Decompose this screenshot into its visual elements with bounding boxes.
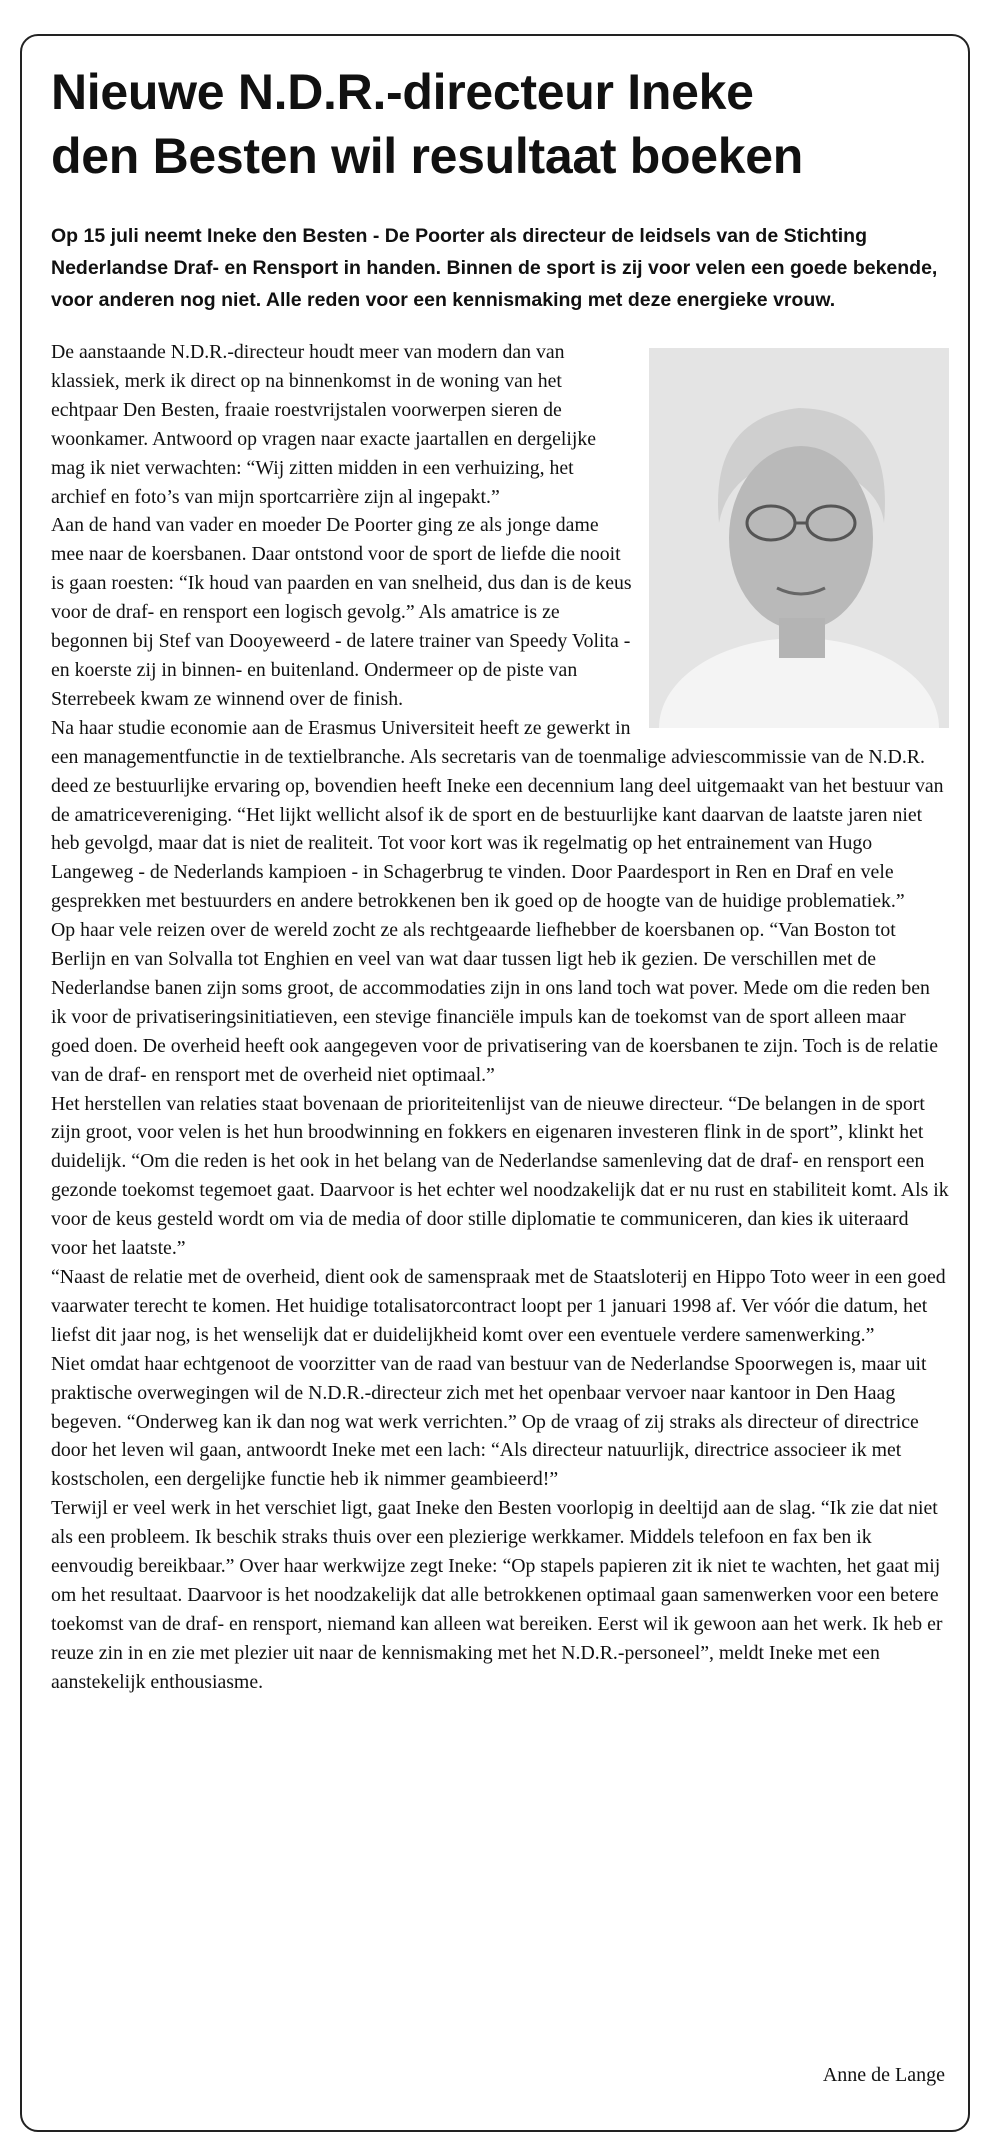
headline-line-1: Nieuwe N.D.R.-directeur Ineke: [51, 64, 754, 120]
lead-paragraph: Op 15 juli neemt Ineke den Besten - De Poorter als directeur de leidsels van de Stichting Nederlandse Draf- en Rensport in handen. Binnen de sport is zij voor velen een goede bekende, voor anderen nog niet. Alle reden voor een kennismaking met deze energieke vrouw.: [51, 225, 938, 311]
portrait-illustration: [649, 348, 949, 728]
headline: [51, 60, 951, 188]
article-body: [51, 338, 949, 1697]
body-paragraph-5: Het herstellen van relaties staat bovenaan de prioriteitenlijst van de nieuwe directeur. “De belangen in de sport zijn groot, voor velen is het hun broodwinning en fokkers en eigenaren investeren flink in de sport”, klinkt het duidelijk. “Om die reden is het ook in het belang van de Nederlandse samenleving dat de draf- en rensport een gezonde toekomst tegemoet gaat. Daarvoor is het echter wel noodzakelijk dat er nu rust en stabiliteit komt. Als ik voor de keus gesteld wordt om via de media of door stille diplomatie te communiceren, dan kies ik uiteraard voor het laatste.”: [51, 1092, 949, 1260]
portrait-photo: [649, 348, 949, 728]
body-paragraph-1: De aanstaande N.D.R.-directeur houdt meer van modern dan van klassiek, merk ik direct op na binnenkomst in de woning van het echtpaar Den Besten, fraaie roestvrijstalen voorwerpen sieren de woonkamer. Antwoord op vragen naar exacte jaartallen en dergelijke mag ik niet verwachten: “Wij zitten midden in een verhuizing, het archief en foto’s van mijn sportcarrière zijn al ingepakt.”: [51, 341, 597, 508]
body-paragraph-6: “Naast de relatie met de overheid, dient ook de samenspraak met de Staatsloterij en Hippo Toto weer in een goed vaarwater terecht te komen. Het huidige totalisatorcontract loopt per 1 januari 1998 af. Ver vóór die datum, het liefst dit jaar nog, is het wenselijk dat er duidelijkheid komt over een eventuele verdere samenwerking.”: [51, 1266, 946, 1346]
body-paragraph-3: Na haar studie economie aan de Erasmus Universiteit heeft ze gewerkt in een managementfunctie in de textielbranche. Als secretaris van de toenmalige adviescommissie van de N.D.R. deed ze bestuurlijke ervaring op, bovendien heeft Ineke een decennium lang deel uitgemaakt van het bestuur van de amatricevereniging. “Het lijkt wellicht alsof ik de sport en de bestuurlijke kant daarvan de laatste jaren niet heb gevolgd, maar dat is niet de realiteit. Tot voor kort was ik regelmatig op het entrainement van Hugo Langeweg - de Nederlands kampioen - in Schagerbrug te vinden. Door Paardesport in Ren en Draf en vele gesprekken met bestuurders en andere betrokkenen ben ik goed op de hoogte van de huidige problematiek.”: [51, 716, 944, 913]
author-signature: Anne de Lange: [822, 2064, 945, 2086]
body-paragraph-8: Terwijl er veel werk in het verschiet ligt, gaat Ineke den Besten voorlopig in deeltijd aan de slag. “Ik zie dat niet als een probleem. Ik beschik straks thuis over een plezierige werkkamer. Middels telefoon en fax ben ik eenvoudig bereikbaar.” Over haar werkwijze zegt Ineke: “Op stapels papieren zit ik niet te wachten, het gaat mij om het resultaat. Daarvoor is het noodzakelijk dat alle betrokkenen optimaal gaan samenwerken voor een betere toekomst van de draf- en rensport, niemand kan alleen wat bereiken. Eerst wil ik gewoon aan het werk. Ik heb er reuze zin in en zie met plezier uit naar de kennismaking met het N.D.R.-personeel”, meldt Ineke met een aanstekelijk enthousiasme.: [51, 1497, 943, 1693]
headline-line-2: den Besten wil resultaat boeken: [51, 128, 804, 184]
body-paragraph-7: Niet omdat haar echtgenoot de voorzitter van de raad van bestuur van de Nederlandse Spoorwegen is, maar uit praktische overwegingen wil de N.D.R.-directeur zich met het openbaar vervoer naar kantoor in Den Haag begeven. “Onderweg kan ik dan nog wat werk verrichten.” Op de vraag of zij straks als directeur of directrice door het leven wil gaan, antwoordt Ineke met een lach: “Als directeur natuurlijk, directrice associeer ik met kostscholen, een dergelijke functie heb ik nimmer geambieerd!”: [51, 1352, 927, 1491]
body-paragraph-2: Aan de hand van vader en moeder De Poorter ging ze als jonge dame mee naar de koersbanen. Daar ontstond voor de sport de liefde die nooit is gaan roesten: “Ik houd van paarden en van snelheid, dus dan is de keus voor de draf- en rensport een logisch gevolg.” Als amatrice is ze begonnen bij Stef van Dooyeweerd - de latere trainer van Speedy Volita - en koerste zij in binnen- en buitenland. Ondermeer op de piste van Sterrebeek kwam ze winnend over de finish.: [51, 514, 632, 710]
body-paragraph-4: Op haar vele reizen over de wereld zocht ze als rechtgeaarde liefhebber de koersbanen op. “Van Boston tot Berlijn en van Solvalla tot Enghien en veel van wat daar tussen ligt heb ik gezien. De verschillen met de Nederlandse banen zijn soms groot, de accommodaties zijn in ons land toch wat pover. Mede om die reden ben ik voor de privatiseringsinitiatieven, een stevige financiële impuls kan de toekomst van de sport alleen maar goed doen. De overheid heeft ook aangegeven voor de privatisering van de koersbanen te zijn. Toch is de relatie van de draf- en rensport met de overheid niet optimaal.”: [51, 919, 938, 1086]
